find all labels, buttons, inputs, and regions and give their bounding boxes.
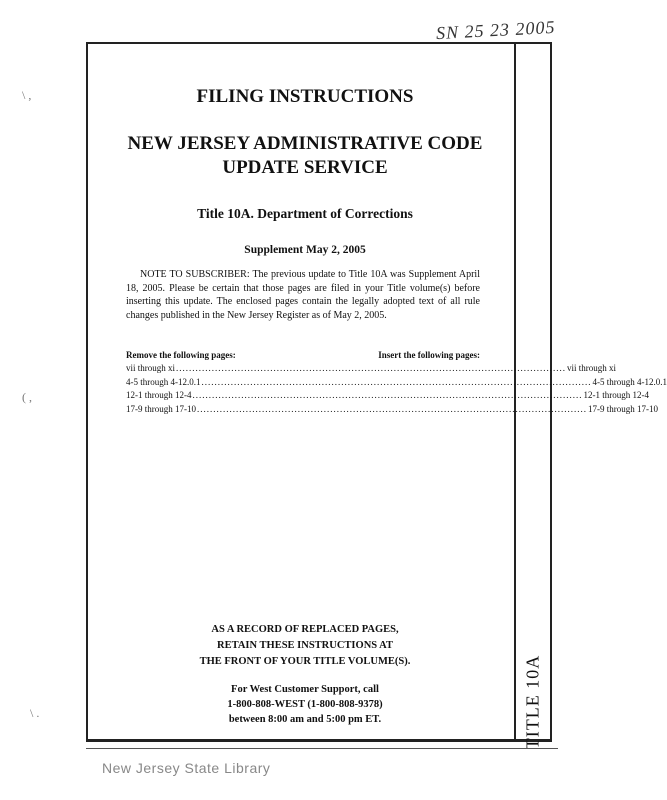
- handwritten-stamp: SN 25 23 2005: [435, 16, 556, 44]
- library-watermark: New Jersey State Library: [102, 760, 271, 776]
- note-text: NOTE TO SUBSCRIBER: The previous update to Title 10A was Supplement April 18, 2005. Please be certain that those pages are filed in your Title volume(s) before inserting this update. The enclosed pages contain the legally adopted text of all rule changes published in the New Jersey Register as of May 2, 2005.: [126, 269, 480, 321]
- margin-mark: \ ,: [22, 88, 32, 102]
- spine-label: TITLE 10A: [522, 654, 543, 750]
- insert-cell: 12-1 through 12-4: [583, 390, 649, 400]
- divider: [86, 748, 558, 749]
- record-line: RETAIN THESE INSTRUCTIONS AT: [217, 640, 393, 651]
- remove-cell: 4-5 through 4-12.0.1: [126, 376, 201, 387]
- record-line: AS A RECORD OF REPLACED PAGES,: [211, 624, 399, 635]
- margin-mark: \ .: [30, 706, 40, 720]
- insert-cell: 17-9 through 17-10: [588, 403, 658, 414]
- dot-leader: ........................................................................................................................: [197, 403, 587, 414]
- margin-mark: ( ,: [22, 390, 32, 404]
- page-subtitle: [120, 132, 490, 180]
- remove-cell: vii through xi: [126, 363, 175, 373]
- remove-header: Remove the following pages:: [126, 350, 236, 360]
- insert-cell: vii through xi: [567, 363, 616, 373]
- support-line: For West Customer Support, call: [231, 684, 379, 695]
- dot-leader: ........................................................................................................................: [176, 363, 566, 373]
- dot-leader: ........................................................................................................................: [201, 376, 592, 387]
- record-line: THE FRONT OF YOUR TITLE VOLUME(S).: [199, 656, 411, 667]
- remove-cell: 12-1 through 12-4: [126, 390, 192, 400]
- remove-cell: 17-9 through 17-10: [126, 403, 196, 414]
- subscriber-note: [126, 268, 480, 322]
- table-row: [126, 389, 649, 403]
- subtitle-line: NEW JERSEY ADMINISTRATIVE CODE: [127, 133, 483, 154]
- support-hours: between 8:00 am and 5:00 pm ET.: [228, 714, 382, 725]
- insert-header: Insert the following pages:: [378, 350, 480, 360]
- page-title: FILING INSTRUCTIONS: [196, 86, 414, 107]
- table-header: [126, 350, 480, 360]
- department-title: Title 10A. Department of Corrections: [197, 206, 413, 221]
- table-row: [126, 403, 658, 417]
- subtitle-line: UPDATE SERVICE: [222, 157, 388, 178]
- dot-leader: ........................................................................................................................: [192, 390, 583, 400]
- table-row: [126, 376, 667, 390]
- record-notice: [120, 622, 490, 670]
- supplement-date: Supplement May 2, 2005: [244, 244, 366, 256]
- insert-cell: 4-5 through 4-12.0.1: [592, 376, 667, 387]
- page-replacement-table: [126, 350, 667, 416]
- support-info: [120, 682, 490, 727]
- table-row: [126, 362, 616, 376]
- support-phone: 1-800-808-WEST (1-800-808-9378): [227, 699, 383, 710]
